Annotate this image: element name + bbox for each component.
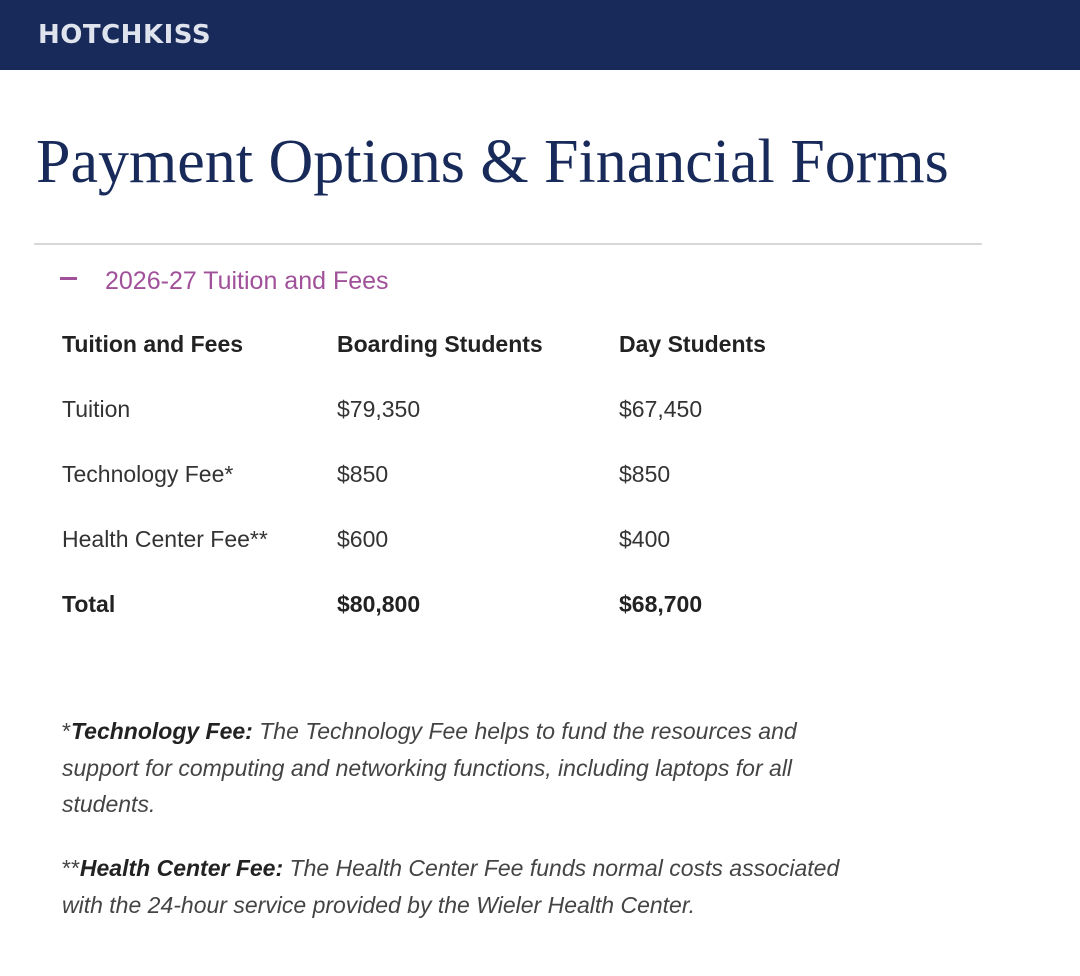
page-title: Payment Options & Financial Forms (36, 128, 949, 196)
boarding-amount: $79,350 (337, 396, 421, 422)
table-row (62, 507, 879, 572)
table-header-row (62, 312, 879, 377)
minus-icon[interactable] (60, 277, 77, 280)
boarding-amount: $600 (337, 526, 389, 552)
site-header (0, 0, 1080, 70)
fee-label: Technology Fee* (62, 461, 234, 487)
day-amount: $67,450 (619, 396, 703, 422)
note-term: Health Center Fee: (79, 855, 284, 881)
column-header: Boarding Students (337, 331, 543, 357)
table-row (62, 442, 879, 507)
accordion-title[interactable]: 2026-27 Tuition and Fees (105, 267, 389, 295)
column-header: Tuition and Fees (62, 331, 244, 357)
health-center-fee-note (62, 850, 842, 923)
tuition-fees-table (62, 312, 879, 637)
day-amount: $850 (619, 461, 671, 487)
total-row (62, 572, 879, 637)
fee-label: Tuition (62, 396, 131, 422)
day-total: $68,700 (619, 591, 703, 617)
note-text: The Technology Fee helps to fund the resources and support for computing and networking functions, including laptops for all students. (62, 718, 797, 817)
note-text: The Health Center Fee funds normal costs associated with the 24-hour service provided by the Wieler Health Center. (62, 855, 840, 918)
section-divider (34, 243, 982, 245)
note-marker: * (62, 718, 71, 744)
note-term: Technology Fee: (70, 718, 253, 744)
note-marker: ** (62, 855, 80, 881)
fee-label: Health Center Fee** (62, 526, 268, 552)
hotchkiss-logo[interactable]: HOTCHKISS (38, 20, 212, 50)
boarding-amount: $850 (337, 461, 389, 487)
table-row (62, 377, 879, 442)
accordion-toggle-tuition-fees[interactable] (60, 262, 389, 300)
technology-fee-note (62, 713, 842, 823)
column-header: Day Students (619, 331, 766, 357)
day-amount: $400 (619, 526, 671, 552)
boarding-total: $80,800 (337, 591, 421, 617)
total-label: Total (62, 591, 116, 617)
